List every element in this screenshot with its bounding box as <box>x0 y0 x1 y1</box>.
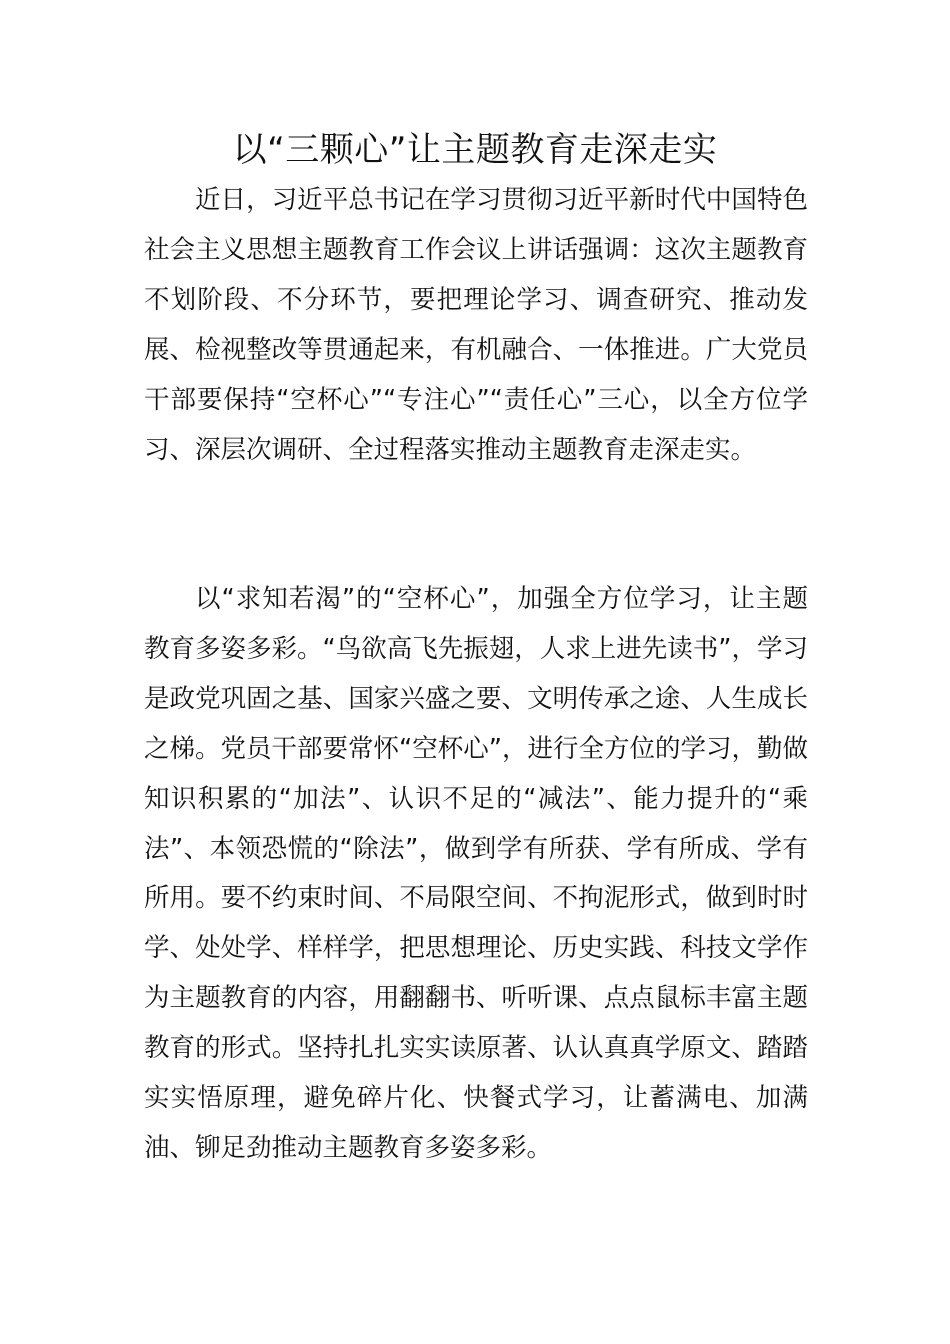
document-title: 以“三颗心”让主题教育走深走实 <box>232 130 718 170</box>
intro-paragraph: 近日，习近平总书记在学习贯彻习近平新时代中国特色社会主义思想主题教育工作会议上讲话强调：这次主题教育不划阶段、不分环节，要把理论学习、调查研究、推动发展、检视整改等贯通起来，有机融合、一体推进。广大党员干部要保持“空杯心”“专注心”“责任心”三心，以全方位学习、深层次调研、全过程落实推动主题教育走深走实。 <box>144 185 808 465</box>
body-paragraph: 以“求知若渴”的“空杯心”，加强全方位学习，让主题教育多姿多彩。“鸟欲高飞先振翅，人求上进先读书”，学习是政党巩固之基、国家兴盛之要、文明传承之途、人生成长之梯。党员干部要常怀“空杯心”，进行全方位的学习，勤做知识积累的“加法”、认识不足的“减法”、能力提升的“乘法”、本领恐慌的“除法”，做到学有所获、学有所成、学有所用。要不约束时间、不局限空间、不拘泥形式，做到时时学、处处学、样样学，把思想理论、历史实践、科技文学作为主题教育的内容，用翻翻书、听听课、点点鼠标丰富主题教育的形式。坚持扎扎实实读原著、认认真真学原文、踏踏实实悟原理，避免碎片化、快餐式学习，让蓄满电、加满油、铆足劲推动主题教育多姿多彩。 <box>144 584 808 1163</box>
